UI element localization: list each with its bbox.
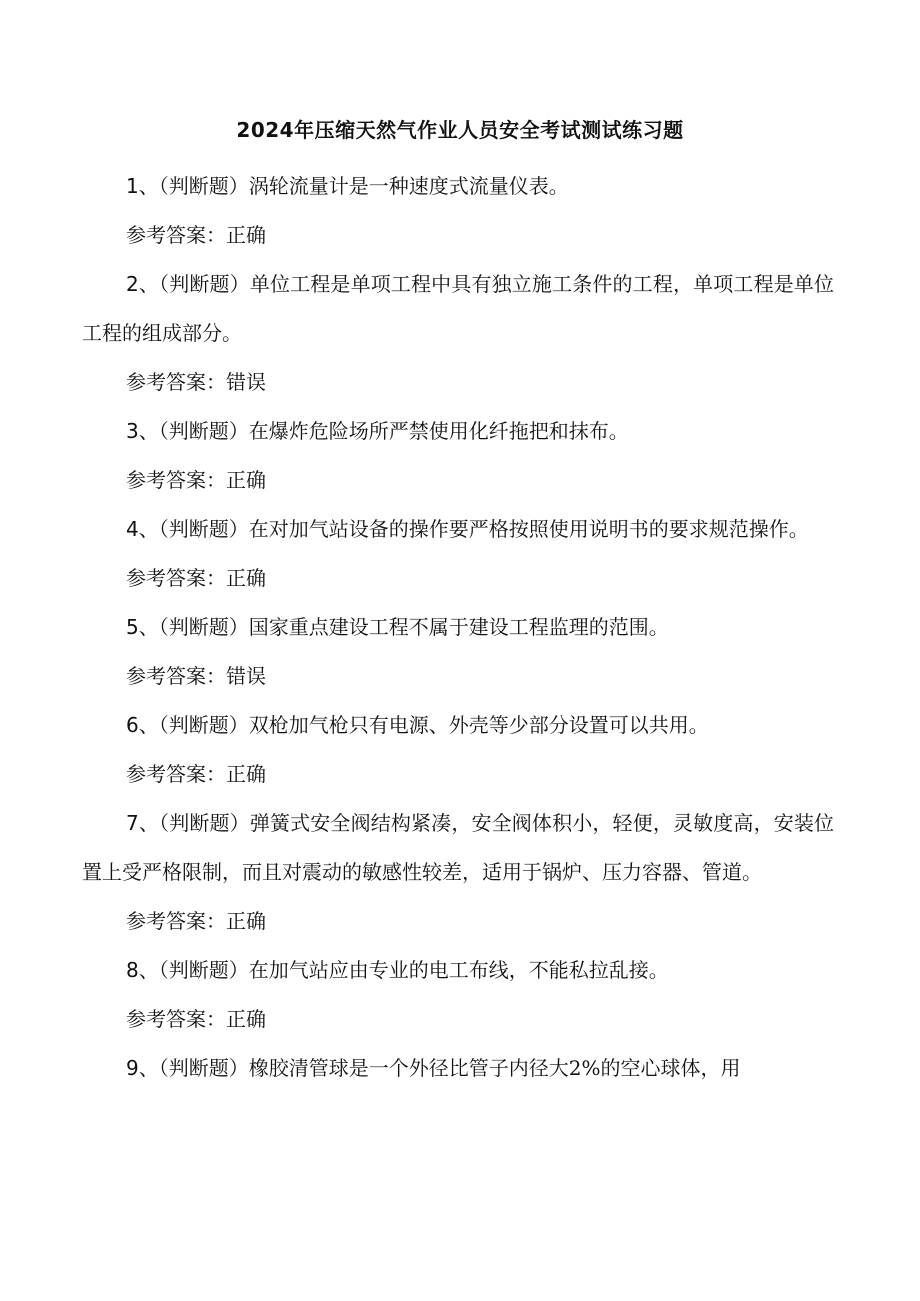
- answer-5: [82, 652, 834, 701]
- question-3: [82, 407, 834, 456]
- answer-prefix: 参考答案：: [126, 223, 226, 247]
- question-type: （判断题）: [158, 517, 249, 541]
- question-text: 橡胶清管球是一个外径比管子内径大2%的空心球体，用: [248, 1056, 741, 1080]
- question-text: 弹簧式安全阀结构紧凑，安全阀体积小，轻便，灵敏度高，安装位置上受严格限制，而且对震动的敏感性较差，适用于锅炉、压力容器、管道。: [82, 811, 835, 884]
- question-separator: 、: [138, 272, 160, 296]
- question-separator: 、: [138, 713, 159, 737]
- question-number: 3: [126, 419, 139, 443]
- answer-6: [82, 750, 834, 799]
- question-type: （判断题）: [158, 1056, 249, 1080]
- question-6: [82, 701, 834, 750]
- answer-prefix: 参考答案：: [126, 370, 226, 394]
- answer-2: [82, 358, 834, 407]
- question-type: （判断题）: [159, 272, 250, 296]
- question-number: 2: [126, 272, 139, 296]
- question-number: 5: [126, 615, 139, 639]
- question-type: （判断题）: [159, 811, 250, 835]
- answer-prefix: 参考答案：: [126, 566, 226, 590]
- question-type: （判断题）: [158, 615, 249, 639]
- question-8: [82, 946, 834, 995]
- answer-value: 正确: [226, 468, 266, 492]
- answer-1: [82, 211, 834, 260]
- question-text: 涡轮流量计是一种速度式流量仪表。: [248, 174, 569, 198]
- question-number: 1: [126, 174, 139, 198]
- question-separator: 、: [138, 811, 160, 835]
- answer-value: 错误: [226, 664, 266, 688]
- answer-7: [82, 897, 834, 946]
- question-number: 9: [126, 1056, 139, 1080]
- answer-prefix: 参考答案：: [126, 1007, 226, 1031]
- answer-prefix: 参考答案：: [126, 909, 226, 933]
- answer-value: 正确: [226, 566, 266, 590]
- question-text: 单位工程是单项工程中具有独立施工条件的工程，单项工程是单位工程的组成部分。: [82, 272, 835, 345]
- answer-prefix: 参考答案：: [126, 664, 226, 688]
- question-4: [82, 505, 834, 554]
- answer-value: 正确: [226, 762, 266, 786]
- question-9: [82, 1044, 834, 1093]
- question-text: 在加气站应由专业的电工布线，不能私拉乱接。: [248, 958, 669, 982]
- question-separator: 、: [138, 174, 159, 198]
- question-2: [82, 260, 834, 358]
- question-text: 在爆炸危险场所严禁使用化纤拖把和抹布。: [248, 419, 629, 443]
- question-text: 在对加气站设备的操作要严格按照使用说明书的要求规范操作。: [248, 517, 809, 541]
- question-number: 6: [126, 713, 139, 737]
- answer-value: 正确: [226, 1007, 266, 1031]
- answer-value: 错误: [226, 370, 266, 394]
- answer-8: [82, 995, 834, 1044]
- question-1: [82, 162, 834, 211]
- question-separator: 、: [138, 419, 159, 443]
- question-separator: 、: [138, 958, 159, 982]
- question-separator: 、: [138, 615, 159, 639]
- question-type: （判断题）: [158, 174, 249, 198]
- question-type: （判断题）: [158, 419, 249, 443]
- document-title: 2024年压缩天然气作业人员安全考试测试练习题: [236, 118, 684, 142]
- answer-value: 正确: [226, 909, 266, 933]
- question-number: 4: [126, 517, 139, 541]
- question-separator: 、: [138, 1056, 159, 1080]
- question-type: （判断题）: [158, 958, 249, 982]
- question-text: 双枪加气枪只有电源、外壳等少部分设置可以共用。: [248, 713, 709, 737]
- answer-4: [82, 554, 834, 603]
- answer-3: [82, 456, 834, 505]
- answer-prefix: 参考答案：: [126, 468, 226, 492]
- question-5: [82, 603, 834, 652]
- question-text: 国家重点建设工程不属于建设工程监理的范围。: [248, 615, 669, 639]
- question-type: （判断题）: [158, 713, 249, 737]
- answer-prefix: 参考答案：: [126, 762, 226, 786]
- answer-value: 正确: [226, 223, 266, 247]
- question-list: [82, 162, 834, 1093]
- question-number: 8: [126, 958, 139, 982]
- question-separator: 、: [138, 517, 159, 541]
- question-number: 7: [126, 811, 139, 835]
- question-7: [82, 799, 834, 897]
